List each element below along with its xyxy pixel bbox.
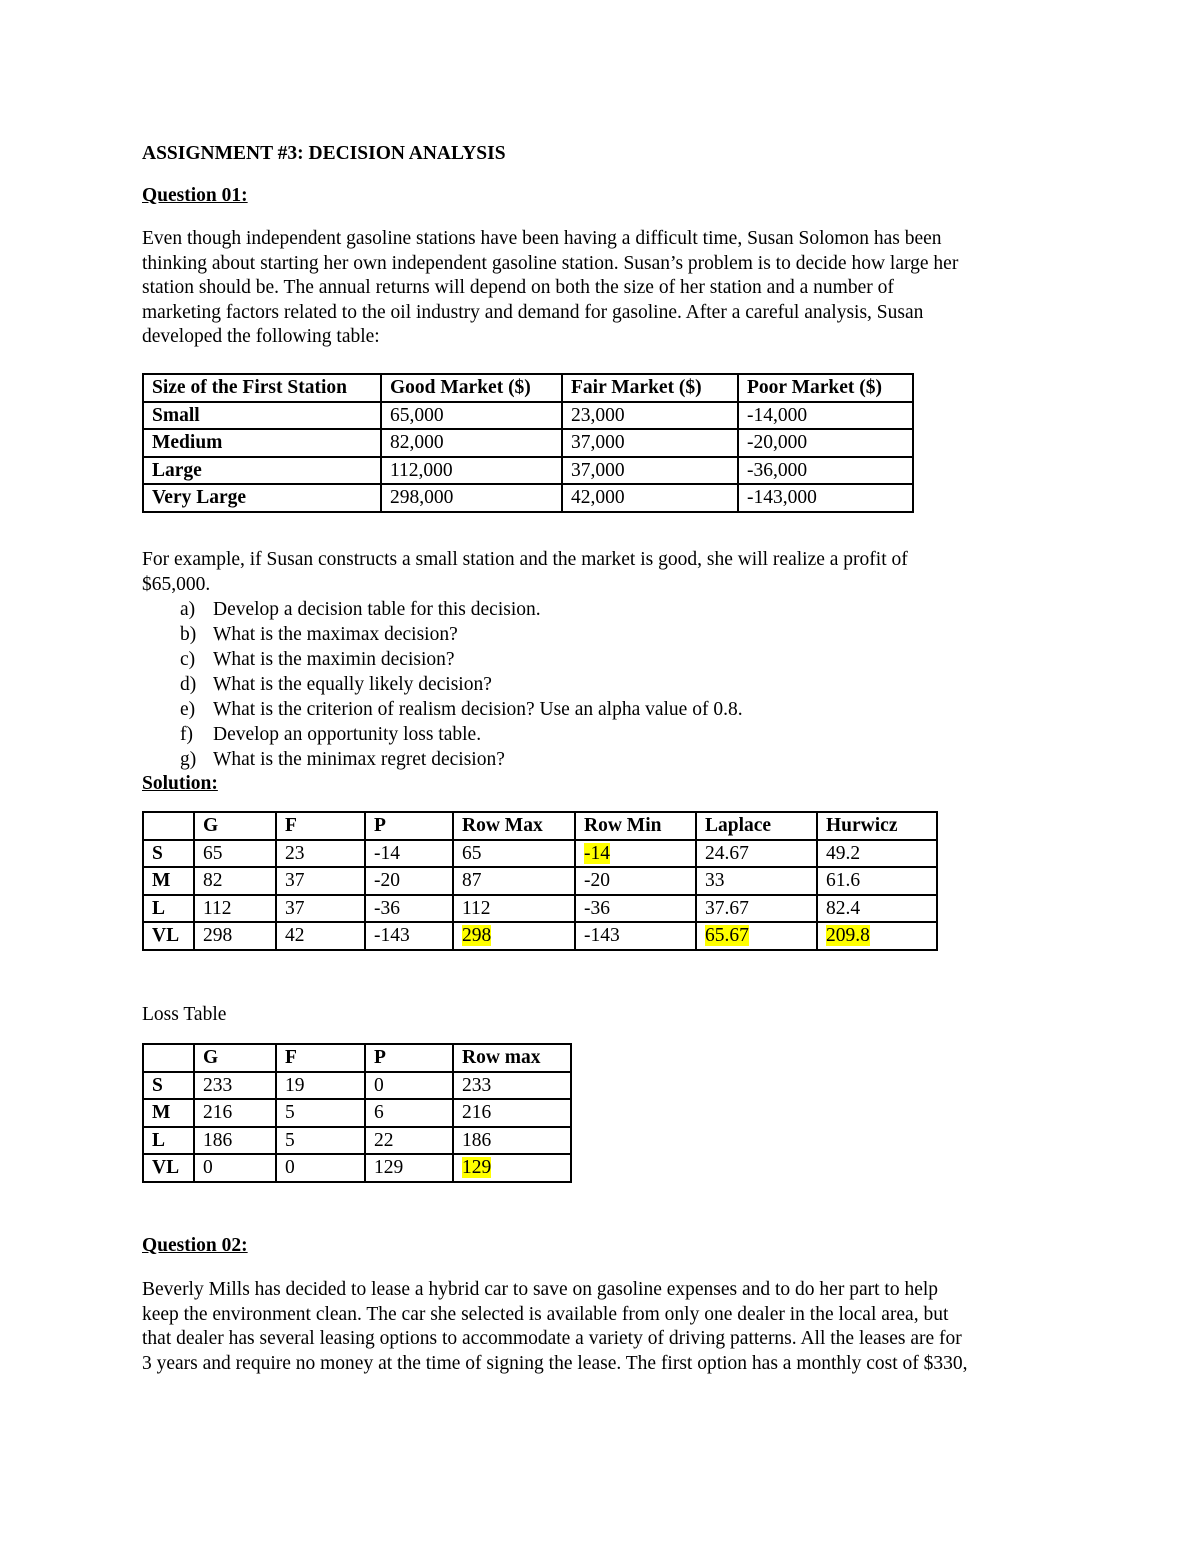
row-label: VL <box>143 922 194 950</box>
list-item: c) What is the maximin decision? <box>180 649 455 670</box>
returns-table <box>142 373 914 513</box>
table-cell: 82,000 <box>381 429 562 457</box>
list-item: d) What is the equally likely decision? <box>180 674 492 695</box>
table-cell: 65 <box>453 840 575 868</box>
list-item: g) What is the minimax regret decision? <box>180 749 505 770</box>
table-cell: 42 <box>276 922 365 950</box>
decision-table <box>142 811 938 951</box>
row-label: S <box>143 840 194 868</box>
intro-line: Even though independent gasoline stations have been having a difficult time, Susan Solomon has been <box>142 228 942 249</box>
table-row <box>143 402 913 430</box>
header-cell: Size of the First Station <box>143 374 381 402</box>
row-label: S <box>143 1072 194 1100</box>
header-cell: F <box>276 1044 365 1072</box>
loss-table <box>142 1043 572 1183</box>
question-02-paragraph <box>142 1278 1057 1376</box>
assignment-title: ASSIGNMENT #3: DECISION ANALYSIS <box>142 143 506 164</box>
header-cell: Row Min <box>575 812 696 840</box>
table-cell: 37,000 <box>562 429 738 457</box>
header-cell: F <box>276 812 365 840</box>
solution-heading: Solution: <box>142 773 218 794</box>
table-cell: 0 <box>194 1154 276 1182</box>
table-header-row <box>143 374 913 402</box>
row-label: Small <box>143 402 381 430</box>
table-cell: -36,000 <box>738 457 913 485</box>
table-row <box>143 429 913 457</box>
table-cell: -14 <box>365 840 453 868</box>
table-cell: -36 <box>365 895 453 923</box>
question-01-heading: Question 01: <box>142 185 248 206</box>
table-row <box>143 840 937 868</box>
table-cell: 65 <box>194 840 276 868</box>
table-cell: 186 <box>453 1127 571 1155</box>
paragraph-line: that dealer has several leasing options to accommodate a variety of driving patterns. All the leases are for <box>142 1328 962 1350</box>
intro-line: station should be. The annual returns will depend on both the size of her station and a number of <box>142 277 894 299</box>
table-cell: 0 <box>276 1154 365 1182</box>
header-cell: Row max <box>453 1044 571 1072</box>
table-cell: 33 <box>696 867 817 895</box>
paragraph-line: Beverly Mills has decided to lease a hybrid car to save on gasoline expenses and to do her part to help <box>142 1279 939 1300</box>
question-02-heading: Question 02: <box>142 1235 248 1256</box>
table-cell: 298 <box>194 922 276 950</box>
table-cell: 6 <box>365 1099 453 1127</box>
table-row <box>143 1154 571 1182</box>
header-cell: Row Max <box>453 812 575 840</box>
table-cell: 112 <box>453 895 575 923</box>
table-cell: 87 <box>453 867 575 895</box>
list-item: a) Develop a decision table for this decision. <box>180 599 541 620</box>
table-cell: 23,000 <box>562 402 738 430</box>
intro-line: marketing factors related to the oil industry and demand for gasoline. After a careful analysis, Susan <box>142 301 924 323</box>
paragraph-line: keep the environment clean. The car she selected is available from only one dealer in the local area, but <box>142 1303 949 1325</box>
row-label: VL <box>143 1154 194 1182</box>
table-cell: 5 <box>276 1099 365 1127</box>
table-cell: 82.4 <box>817 895 937 923</box>
header-cell: G <box>194 812 276 840</box>
table-row <box>143 484 913 512</box>
header-cell: Laplace <box>696 812 817 840</box>
table-cell: 233 <box>453 1072 571 1100</box>
header-cell <box>143 1044 194 1072</box>
table-cell: -14,000 <box>738 402 913 430</box>
table-cell: -143,000 <box>738 484 913 512</box>
table-cell: 19 <box>276 1072 365 1100</box>
table-cell: 37,000 <box>562 457 738 485</box>
list-item: f) Develop an opportunity loss table. <box>180 724 482 745</box>
table-cell: 37 <box>276 867 365 895</box>
table-header-row <box>143 1044 571 1072</box>
row-label: M <box>143 867 194 895</box>
row-label: Medium <box>143 429 381 457</box>
table-cell: -20 <box>365 867 453 895</box>
table-cell: 112,000 <box>381 457 562 485</box>
loss-table-caption: Loss Table <box>142 1004 227 1025</box>
header-cell <box>143 812 194 840</box>
highlighted-value: 65.67 <box>705 925 749 947</box>
header-cell: Fair Market ($) <box>562 374 738 402</box>
intro-line: developed the following table: <box>142 326 380 348</box>
table-cell: 216 <box>453 1099 571 1127</box>
highlighted-value: 129 <box>462 1157 492 1179</box>
list-item: e) What is the criterion of realism decision? Use an alpha value of 0.8. <box>180 699 743 720</box>
table-cell: -143 <box>365 922 453 950</box>
table-cell: 186 <box>194 1127 276 1155</box>
header-cell: Hurwicz <box>817 812 937 840</box>
table-cell: -36 <box>575 895 696 923</box>
table-cell: -143 <box>575 922 696 950</box>
header-cell: P <box>365 812 453 840</box>
table-cell <box>453 1154 571 1182</box>
table-cell: 65,000 <box>381 402 562 430</box>
table-cell <box>575 840 696 868</box>
table-cell: 0 <box>365 1072 453 1100</box>
table-row <box>143 867 937 895</box>
table-row <box>143 1099 571 1127</box>
header-cell: Good Market ($) <box>381 374 562 402</box>
table-cell: 298,000 <box>381 484 562 512</box>
table-cell: 23 <box>276 840 365 868</box>
table-cell <box>696 922 817 950</box>
question-01-intro <box>142 227 1057 350</box>
example-paragraph <box>142 548 1057 597</box>
table-cell: -20 <box>575 867 696 895</box>
header-cell: G <box>194 1044 276 1072</box>
table-row <box>143 1072 571 1100</box>
table-cell: 61.6 <box>817 867 937 895</box>
table-header-row <box>143 812 937 840</box>
highlighted-value: 298 <box>462 925 492 947</box>
table-cell: 37.67 <box>696 895 817 923</box>
table-cell: 24.67 <box>696 840 817 868</box>
example-line: $65,000. <box>142 573 211 595</box>
table-cell: 37 <box>276 895 365 923</box>
table-row <box>143 1127 571 1155</box>
table-cell: 82 <box>194 867 276 895</box>
row-label: L <box>143 895 194 923</box>
header-cell: Poor Market ($) <box>738 374 913 402</box>
table-cell: 42,000 <box>562 484 738 512</box>
table-cell <box>453 922 575 950</box>
example-line: For example, if Susan constructs a small station and the market is good, she will realize a profit of <box>142 549 908 570</box>
table-row <box>143 922 937 950</box>
table-cell: 112 <box>194 895 276 923</box>
row-label: M <box>143 1099 194 1127</box>
table-row <box>143 457 913 485</box>
question-parts-list <box>180 597 743 772</box>
table-cell: 129 <box>365 1154 453 1182</box>
table-cell: 233 <box>194 1072 276 1100</box>
highlighted-value: -14 <box>584 842 610 864</box>
table-cell: 5 <box>276 1127 365 1155</box>
table-cell <box>817 922 937 950</box>
intro-line: thinking about starting her own independent gasoline station. Susan’s problem is to decide how large her <box>142 252 959 274</box>
paragraph-line: 3 years and require no money at the time of signing the lease. The first option has a monthly cost of $330, <box>142 1352 968 1374</box>
row-label: L <box>143 1127 194 1155</box>
table-cell: 216 <box>194 1099 276 1127</box>
highlighted-value: 209.8 <box>826 925 870 947</box>
header-cell: P <box>365 1044 453 1072</box>
table-cell: -20,000 <box>738 429 913 457</box>
row-label: Large <box>143 457 381 485</box>
list-item: b) What is the maximax decision? <box>180 624 458 645</box>
table-row <box>143 895 937 923</box>
table-cell: 22 <box>365 1127 453 1155</box>
table-cell: 49.2 <box>817 840 937 868</box>
row-label: Very Large <box>143 484 381 512</box>
